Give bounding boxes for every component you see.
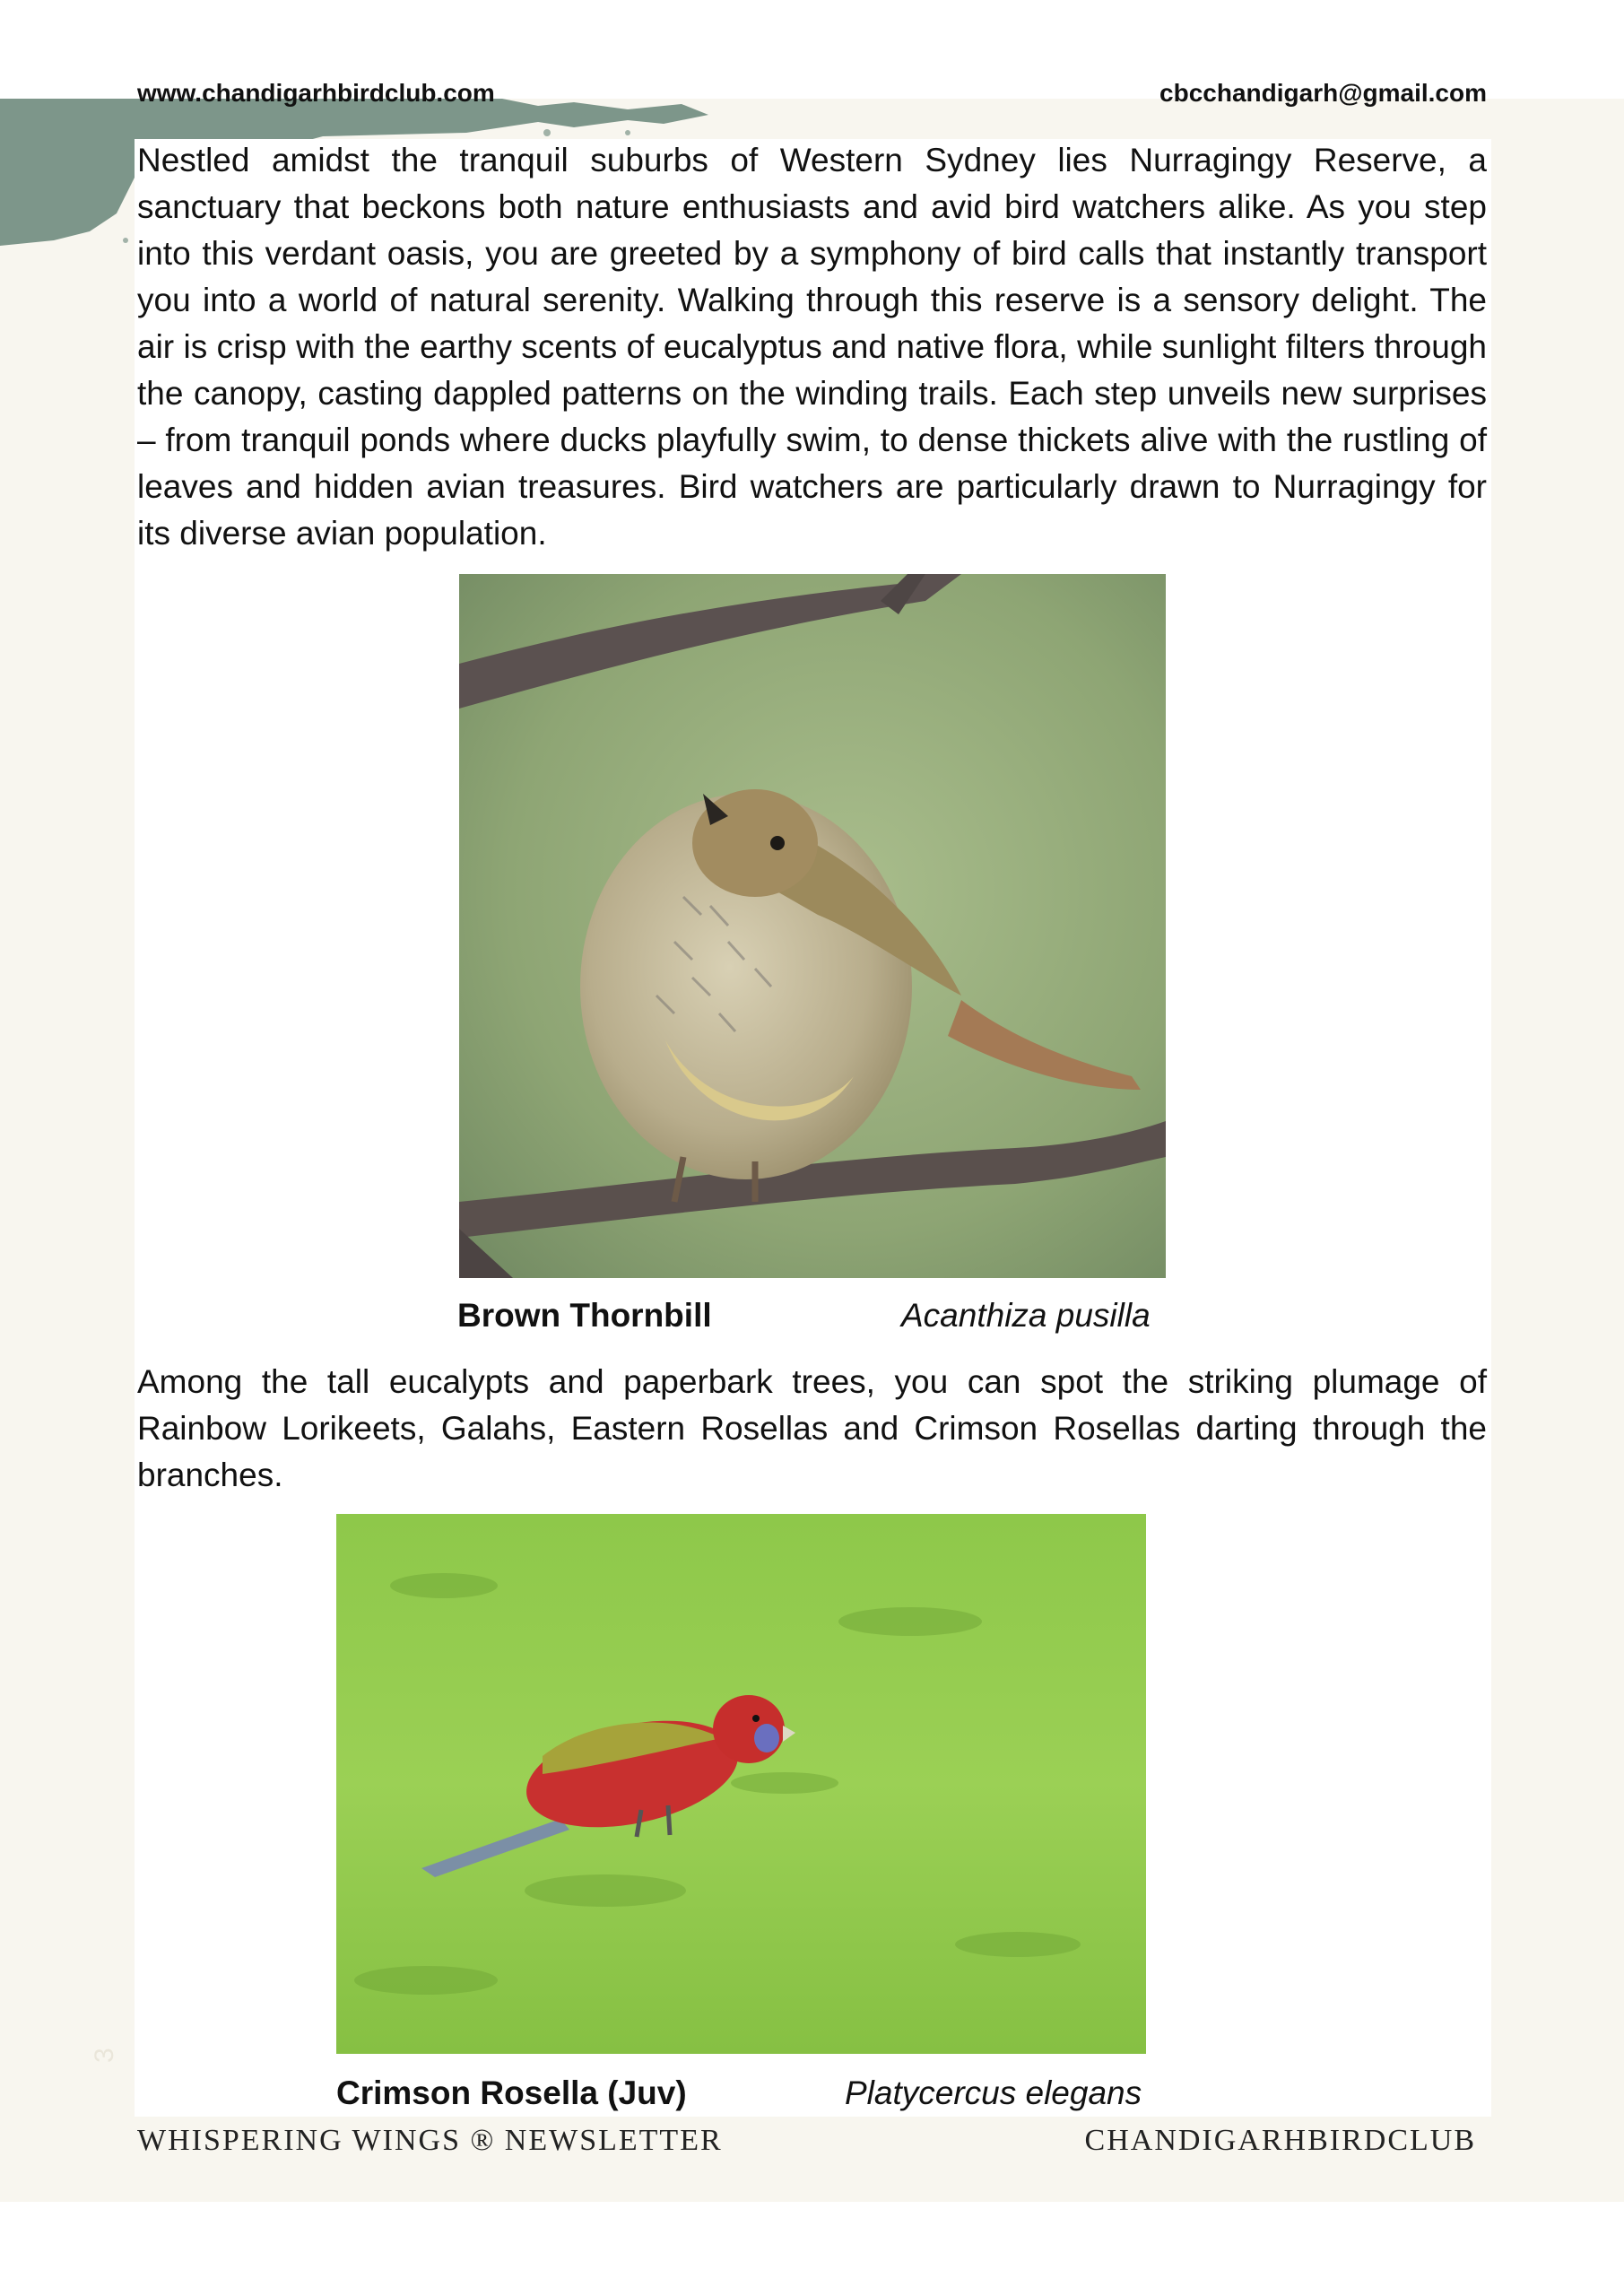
footer-club-name: CHANDIGARHBIRDCLUB [1084, 2124, 1476, 2157]
second-paragraph: Among the tall eucalypts and paperbark trees, you can spot the striking plumage of Rainbow Lorikeets, Galahs, Eastern Rosellas and Crimson Rosellas darting through the branches. [137, 1363, 1487, 1493]
photo-caption-common: Crimson Rosella (Juv) [336, 2074, 687, 2111]
email-link[interactable]: cbcchandigarh@gmail.com [1159, 79, 1487, 107]
page-number: 3 [90, 2048, 119, 2063]
intro-paragraph: Nestled amidst the tranquil suburbs of Western Sydney lies Nurragingy Reserve, a sanctuary that beckons both nature enthusiasts and avid bird watchers alike. As you step into this verdant oasis, you are greeted by a symphony of bird calls that instantly transport you into a world of natural serenity. Walking through this reserve is a sensory delight. The air is crisp with the earthy scents of eucalyptus and native flora, while sunlight filters through the canopy, casting dappled patterns on the winding trails. Each step unveils new surprises – from tranquil ponds where ducks playfully swim, to dense thickets alive with the rustling of leaves and hidden avian treasures. Bird watchers are particularly drawn to Nurragingy for its diverse avian population. [137, 142, 1487, 552]
photo-caption-common: Brown Thornbill [457, 1297, 712, 1334]
header-bar [137, 79, 1487, 115]
photo-caption-scientific: Platycercus elegans [845, 2074, 1142, 2111]
crimson-rosella-photo [336, 1514, 1146, 2054]
footer-newsletter-title: WHISPERING WINGS ® NEWSLETTER [137, 2124, 723, 2157]
website-link[interactable]: www.chandigarhbirdclub.com [137, 79, 495, 107]
photo-caption-scientific: Acanthiza pusilla [901, 1297, 1151, 1334]
brown-thornbill-photo [459, 574, 1166, 1278]
